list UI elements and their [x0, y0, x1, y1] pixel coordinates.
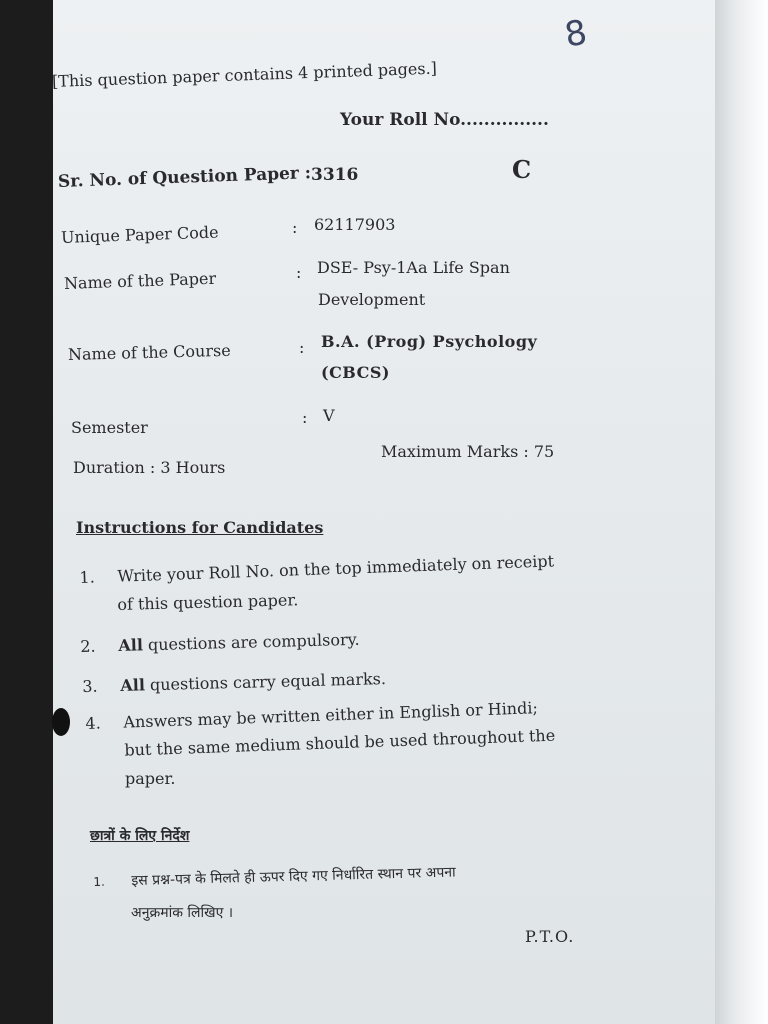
instruction-number: 4. — [85, 713, 102, 733]
instruction-text-line: of this question paper. — [117, 590, 299, 614]
unique-code-label: Unique Paper Code — [60, 222, 219, 247]
course-name-colon: : — [299, 338, 305, 357]
punch-hole — [52, 708, 70, 736]
hindi-instruction-text-line: अनुक्रमांक लिखिए । — [131, 905, 234, 921]
roll-no-field: Your Roll No............... — [340, 110, 549, 130]
semester-label: Semester — [71, 418, 148, 437]
course-name-label: Name of the Course — [67, 340, 231, 364]
hindi-instructions-title: छात्रों के लिए निर्देश — [90, 828, 190, 844]
hindi-instruction-number: 1. — [93, 874, 105, 889]
paper-name-label: Name of the Paper — [63, 268, 217, 293]
hindi-instruction-text-line: इस प्रश्न-पत्र के मिलते ही ऊपर दिए गए निर्धारित स्थान पर अपना — [131, 864, 456, 889]
instructions-title: Instructions for Candidates — [76, 518, 324, 537]
instruction-text-line: paper. — [125, 769, 176, 788]
course-name-value-line1: B.A. (Prog) Psychology — [321, 332, 538, 351]
duration: Duration : 3 Hours — [73, 458, 226, 477]
instruction-text-line: Write your Roll No. on the top immediately on receipt — [117, 551, 555, 586]
set-code: C — [512, 155, 532, 184]
instruction-text-line: but the same medium should be used throughout the — [124, 725, 556, 760]
paper-name-colon: : — [296, 263, 302, 282]
semester-value: V — [323, 406, 335, 425]
handwritten-page-mark: 8 — [561, 12, 590, 56]
sr-no-label: Sr. No. of Question Paper : — [57, 163, 312, 192]
unique-code-value: 62117903 — [314, 215, 396, 234]
sr-no-value: 3316 — [311, 165, 359, 185]
page-edge — [715, 0, 768, 1024]
maximum-marks: Maximum Marks : 75 — [381, 442, 555, 461]
instruction-text: questions are compulsory. — [142, 629, 360, 655]
paper-name-value-line1: DSE- Psy-1Aa Life Span — [317, 258, 510, 277]
paper-name-value-line2: Development — [318, 290, 426, 309]
instruction-text: questions carry equal marks. — [144, 669, 387, 695]
instruction-number: 2. — [80, 636, 96, 656]
unique-code-colon: : — [292, 218, 298, 237]
semester-colon: : — [302, 408, 308, 427]
instruction-bold: All — [120, 675, 146, 695]
course-name-value-line2: (CBCS) — [321, 363, 390, 382]
instruction-bold: All — [118, 635, 144, 655]
instruction-number: 1. — [79, 567, 96, 587]
pto-label: P.T.O. — [525, 927, 575, 946]
instruction-number: 3. — [82, 676, 98, 696]
instruction-text-line: Answers may be written either in English or Hindi; — [123, 698, 539, 732]
pages-note: [This question paper contains 4 printed pages.] — [51, 58, 438, 91]
